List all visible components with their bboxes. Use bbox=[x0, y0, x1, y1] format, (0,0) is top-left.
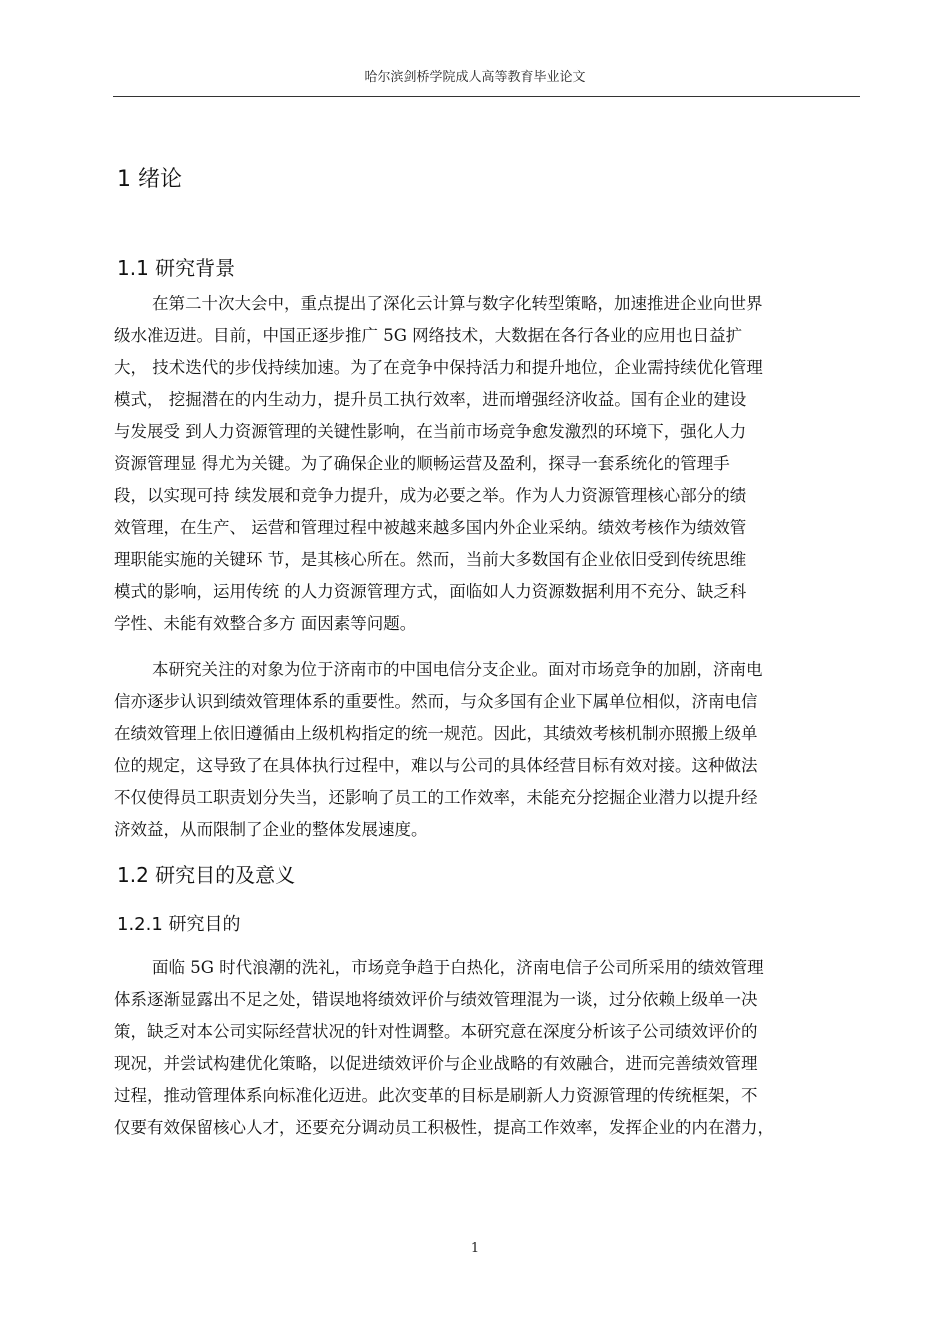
text-line: 模式的影响，运用传统 的人力资源管理方式，面临如人力资源数据利用不充分、缺乏科 bbox=[114, 582, 747, 601]
text-line: 现况，并尝试构建优化策略，以促进绩效评价与企业战略的有效融合，进而完善绩效管理 bbox=[114, 1054, 758, 1073]
section-title-1-2: 1.2 研究目的及意义 bbox=[117, 863, 296, 887]
text-line: 段，以实现可持 续发展和竞争力提升，成为必要之举。作为人力资源管理核心部分的绩 bbox=[114, 486, 747, 505]
section-title-1-1: 1.1 研究背景 bbox=[117, 256, 236, 280]
text-line: 位的规定，这导致了在具体执行过程中，难以与公司的具体经营目标有效对接。这种做法 bbox=[114, 756, 758, 775]
header-rule bbox=[113, 96, 860, 97]
subsection-title-1-2-1: 1.2.1 研究目的 bbox=[117, 914, 241, 935]
paragraph-background-1 bbox=[114, 288, 860, 640]
text-line: 级水准迈进。目前，中国正逐步推广 5G 网络技术，大数据在各行各业的应用也日益扩 bbox=[114, 326, 743, 345]
text-line: 大， 技术迭代的步伐持续加速。为了在竞争中保持活力和提升地位，企业需持续优化管理 bbox=[114, 358, 763, 377]
text-line: 在绩效管理上依旧遵循由上级机构指定的统一规范。因此，其绩效考核机制亦照搬上级单 bbox=[114, 724, 758, 743]
text-line: 不仅使得员工职责划分失当，还影响了员工的工作效率，未能充分挖掘企业潜力以提升经 bbox=[114, 788, 758, 807]
text-line: 理职能实施的关键环 节，是其核心所在。然而，当前大多数国有企业依旧受到传统思维 bbox=[114, 550, 747, 569]
text-line: 在第二十次大会中，重点提出了深化云计算与数字化转型策略，加速推进企业向世界 bbox=[152, 294, 763, 313]
text-line: 体系逐渐显露出不足之处，错误地将绩效评价与绩效管理混为一谈，过分依赖上级单一决 bbox=[114, 990, 758, 1009]
text-line: 学性、未能有效整合多方 面因素等问题。 bbox=[114, 614, 417, 633]
chapter-title: 1 绪论 bbox=[117, 167, 182, 192]
text-line: 过程，推动管理体系向标准化迈进。此次变革的目标是刷新人力资源管理的传统框架，不 bbox=[114, 1086, 758, 1105]
text-line: 济效益，从而限制了企业的整体发展速度。 bbox=[114, 820, 428, 839]
text-line: 与发展受 到人力资源管理的关键性影响，在当前市场竞争愈发激烈的环境下，强化人力 bbox=[114, 422, 747, 441]
text-line: 面临 5G 时代浪潮的洗礼，市场竞争趋于白热化，济南电信子公司所采用的绩效管理 bbox=[152, 958, 764, 977]
paragraph-background-2 bbox=[114, 654, 860, 846]
text-line: 仅要有效保留核心人才，还要充分调动员工积极性，提高工作效率，发挥企业的内在潜力， bbox=[114, 1118, 774, 1137]
text-line: 信亦逐步认识到绩效管理体系的重要性。然而，与众多国有企业下属单位相似，济南电信 bbox=[114, 692, 758, 711]
text-line: 本研究关注的对象为位于济南市的中国电信分支企业。面对市场竞争的加剧，济南电 bbox=[152, 660, 763, 679]
text-line: 模式， 挖掘潜在的内生动力，提升员工执行效率，进而增强经济收益。国有企业的建设 bbox=[114, 390, 747, 409]
text-line: 效管理，在生产、 运营和管理过程中被越来越多国内外企业采纳。绩效考核作为绩效管 bbox=[114, 518, 747, 537]
page-number: 1 bbox=[470, 1241, 480, 1256]
text-line: 资源管理显 得尤为关键。为了确保企业的顺畅运营及盈利，探寻一套系统化的管理手 bbox=[114, 454, 730, 473]
text-line: 策，缺乏对本公司实际经营状况的针对性调整。本研究意在深度分析该子公司绩效评价的 bbox=[114, 1022, 758, 1041]
page-header: 哈尔滨剑桥学院成人高等教育毕业论文 bbox=[364, 70, 586, 85]
paragraph-purpose bbox=[114, 952, 860, 1144]
